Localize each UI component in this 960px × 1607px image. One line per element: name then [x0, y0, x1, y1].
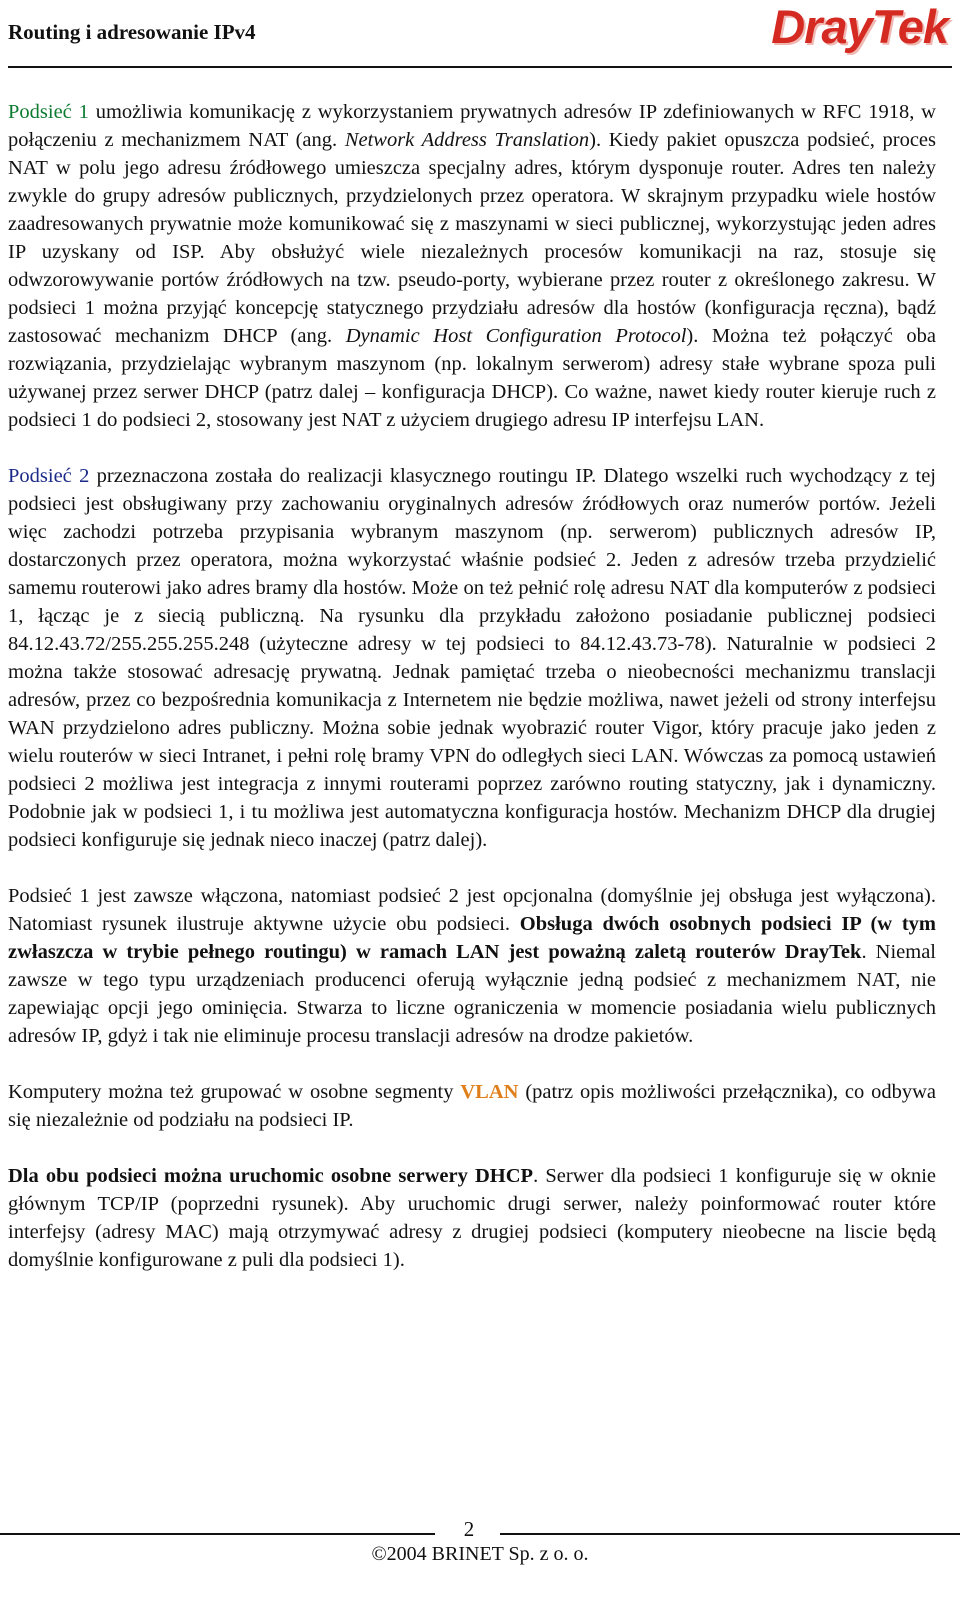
document-body — [8, 98, 936, 1274]
p2-text-1: przeznaczona została do realizacji klasycznego routingu IP. Dlatego wszelki ruch wychodzący z tej podsieci jest obsługiwany przy zachowaniu oryginalnych adresów źródłowych oraz numerów portów. Jeżeli więc zachodzi potrzeba przypisania wybranym maszynom (np. serwerom) publicznych adresów IP, dostarczonych przez operatora, można wykorzystać właśnie podsieć 2. Jeden z adresów trzeba przydzielić samemu routerowi jako adres bramy dla hostów. Może on też pełnić rolę adresu NAT dla komputerów z podsieci 1, łącząc je z siecią publiczną. Na rysunku dla przykładu założono posiadanie publicznej podsieci 84.12.43.72/255.255.255.248 (użyteczne adresy w tej podsieci to 84.12.43.73-78). Naturalnie w podsieci 2 można także stosować adresację prywatną. Jednak pamiętać trzeba o nieobecności mechanizmu translacji adresów, przez co bezpośrednia komunikacja z Internetem nie będzie możliwa, nawet jeżeli od strony interfejsu WAN przydzielono adres publiczny. Można sobie jednak wyobrazić router Vigor, który pracuje jako jeden z wielu routerów w sieci Intranet, i pełni rolę bramy VPN do odległych sieci LAN. Wówczas za pomocą ustawień podsieci 2 możliwa jest integracja z innymi routerami poprzez zarówno routing statyczny, jak i dynamiczny. Podobnie jak w podsieci 1, i tu możliwa jest automatyczna konfiguracja hostów. Mechanizm DHCP dla drugiej podsieci konfiguruje się jednak nieco inaczej (patrz dalej). — [8, 465, 936, 851]
p3-bold-claim: Obsługa dwóch osobnych podsieci IP (w tym zwłaszcza w trybie pełnego routingu) w ramach LAN jest poważną zaletą routerów DrayTek — [8, 913, 936, 963]
p4-text-1: Komputery można też grupować w osobne segmenty — [8, 1081, 461, 1103]
p5-bold-lead: Dla obu podsieci można uruchomic osobne serwery DHCP — [8, 1165, 534, 1187]
footer-divider-right — [500, 1533, 960, 1535]
copyright-notice: ©2004 BRINET Sp. z o. o. — [371, 1543, 589, 1565]
footer-divider-left — [0, 1533, 435, 1535]
page-header — [8, 0, 952, 70]
paragraph-vlan — [8, 1078, 936, 1134]
paragraph-dhcp — [8, 1162, 936, 1274]
p1-text-2: ). Kiedy pakiet opuszcza podsieć, proces NAT w polu jego adresu źródłowego umieszcza specjalny adres, którym dysponuje router. Adres ten należy zwykle do grupy adresów publicznych, przydzielonych przez operatora. W skrajnym przypadku wiele hostów zaadresowanych prywatnie może komunikować się z maszynami w sieci publicznej, wykorzystując jeden adres IP uzyskany od ISP. Aby obsłużyć wiele niezależnych procesów komunikacji na raz, stosuje się odwzorowywanie portów źródłowych na tzw. pseudo-porty, wybierane przez router z określonego zakresu. W podsieci 1 można przyjąć koncepcję statycznego przydziału adresów dla hostów (konfiguracja ręczna), bądź zastosować mechanizm DHCP (ang. — [8, 129, 936, 347]
page-number: 2 — [463, 1517, 475, 1541]
p1-text-3: ). Można też połączyć oba rozwiązania, przydzielając wybranym maszynom (np. lokalnym serwerom) adresy stałe wybrane spoza puli używanej przez serwer DHCP (patrz dalej – konfiguracja DHCP). Co ważne, nawet kiedy router kieruje ruch z podsieci 1 do podsieci 2, stosowany jest NAT z użyciem drugiego adresu IP interfejsu LAN. — [8, 325, 936, 431]
p1-term-dhcp: Dynamic Host Configuration Protocol — [345, 325, 687, 347]
paragraph-subnets-info — [8, 882, 936, 1050]
p3-text-2: . Niemal zawsze w tego typu urządzeniach producenci oferują wyłącznie jedną podsieć z mechanizmem NAT, nie zapewiając opcji jego ominięcia. Stwarza to liczne ograniczenia w momencie posiadania wielu publicznych adresów IP, gdyż i tak nie eliminuje procesu translacji adresów na drodze pakietów. — [8, 941, 936, 1047]
paragraph-subnet-2 — [8, 462, 936, 854]
p5-text-1: . Serwer dla podsieci 1 konfiguruje się w oknie głównym TCP/IP (poprzedni rysunek). Aby uruchomic drugi serwer, należy poinformować router które interfejsy (adresy MAC) mają otrzymywać adresy z drugiej podsieci (komputery nieobecne na liscie będą domyślnie konfigurowane z puli dla podsieci 1). — [8, 1165, 937, 1271]
p3-text-1: Podsieć 1 jest zawsze włączona, natomiast podsieć 2 jest opcjonalna (domyślnie jej obsługa jest wyłączona). Natomiast rysunek ilustruje aktywne użycie obu podsieci. — [8, 885, 936, 935]
p1-term-nat: Network Address Translation — [344, 129, 590, 151]
subnet-2-lead: Podsieć 2 — [8, 465, 90, 487]
header-divider — [8, 66, 952, 68]
draytek-logo: DrayTek — [771, 0, 948, 53]
p4-text-2: (patrz opis możliwości przełącznika), co odbywa się niezależnie od podziału na podsieci IP. — [8, 1081, 937, 1131]
paragraph-subnet-1 — [8, 98, 936, 434]
header-title: Routing i adresowanie IPv4 — [8, 20, 256, 44]
p1-text-1: umożliwia komunikację z wykorzystaniem prywatnych adresów IP zdefiniowanych w RFC 1918, w połączeniu z mechanizmem NAT (ang. — [8, 101, 936, 151]
vlan-highlight: VLAN — [460, 1081, 519, 1103]
subnet-1-lead: Podsieć 1 — [8, 101, 89, 123]
